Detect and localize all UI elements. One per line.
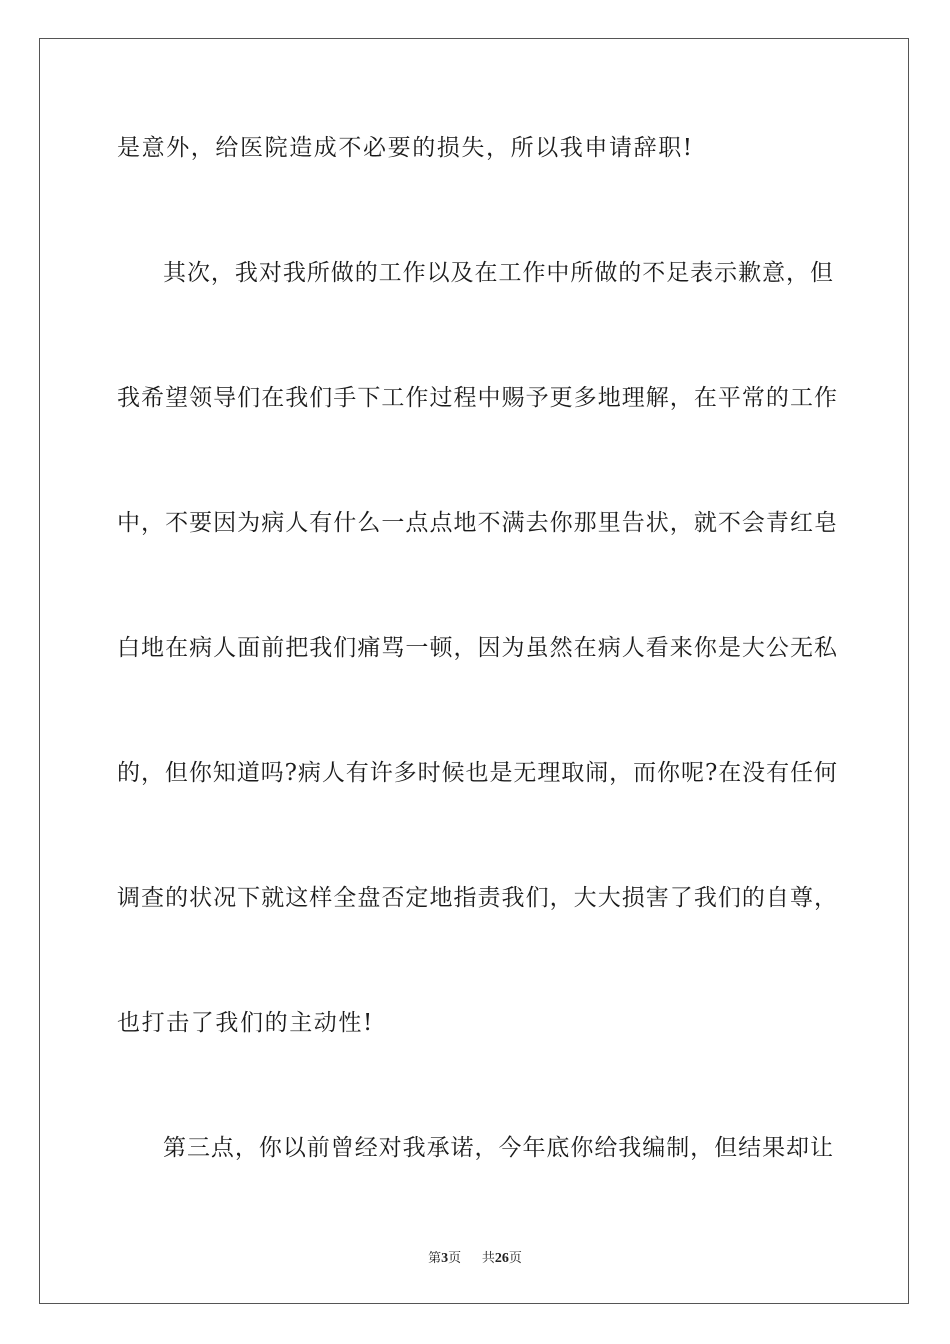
page-border: [39, 38, 909, 1304]
page-number: 3: [441, 1251, 449, 1266]
total-prefix: 共: [481, 1251, 495, 1266]
text-line-6: 的，但你知道吗?病人有许多时候也是无理取闹，而你呢?在没有任何: [117, 760, 837, 786]
total-pages: 26: [494, 1251, 509, 1266]
text-line-1: 是意外，给医院造成不必要的损失，所以我申请辞职!: [117, 135, 694, 161]
text-line-4: 中，不要因为病人有什么一点点地不满去你那里告状，就不会青红皂: [117, 510, 837, 536]
text-line-8: 也打击了我们的主动性!: [117, 1010, 374, 1036]
text-line-5: 白地在病人面前把我们痛骂一顿，因为虽然在病人看来你是大公无私: [117, 635, 837, 661]
text-line-2: 其次，我对我所做的工作以及在工作中所做的不足表示歉意，但: [163, 260, 833, 286]
text-line-9: 第三点，你以前曾经对我承诺，今年底你给我编制，但结果却让: [163, 1135, 833, 1161]
text-line-7: 调查的状况下就这样全盘否定地指责我们，大大损害了我们的自尊，: [117, 885, 837, 911]
text-line-3: 我希望领导们在我们手下工作过程中赐予更多地理解，在平常的工作: [117, 385, 837, 411]
total-suffix: 页: [508, 1251, 522, 1266]
page-suffix: 页: [448, 1251, 462, 1266]
page-prefix: 第: [428, 1251, 442, 1266]
page-footer: [0, 1247, 950, 1267]
